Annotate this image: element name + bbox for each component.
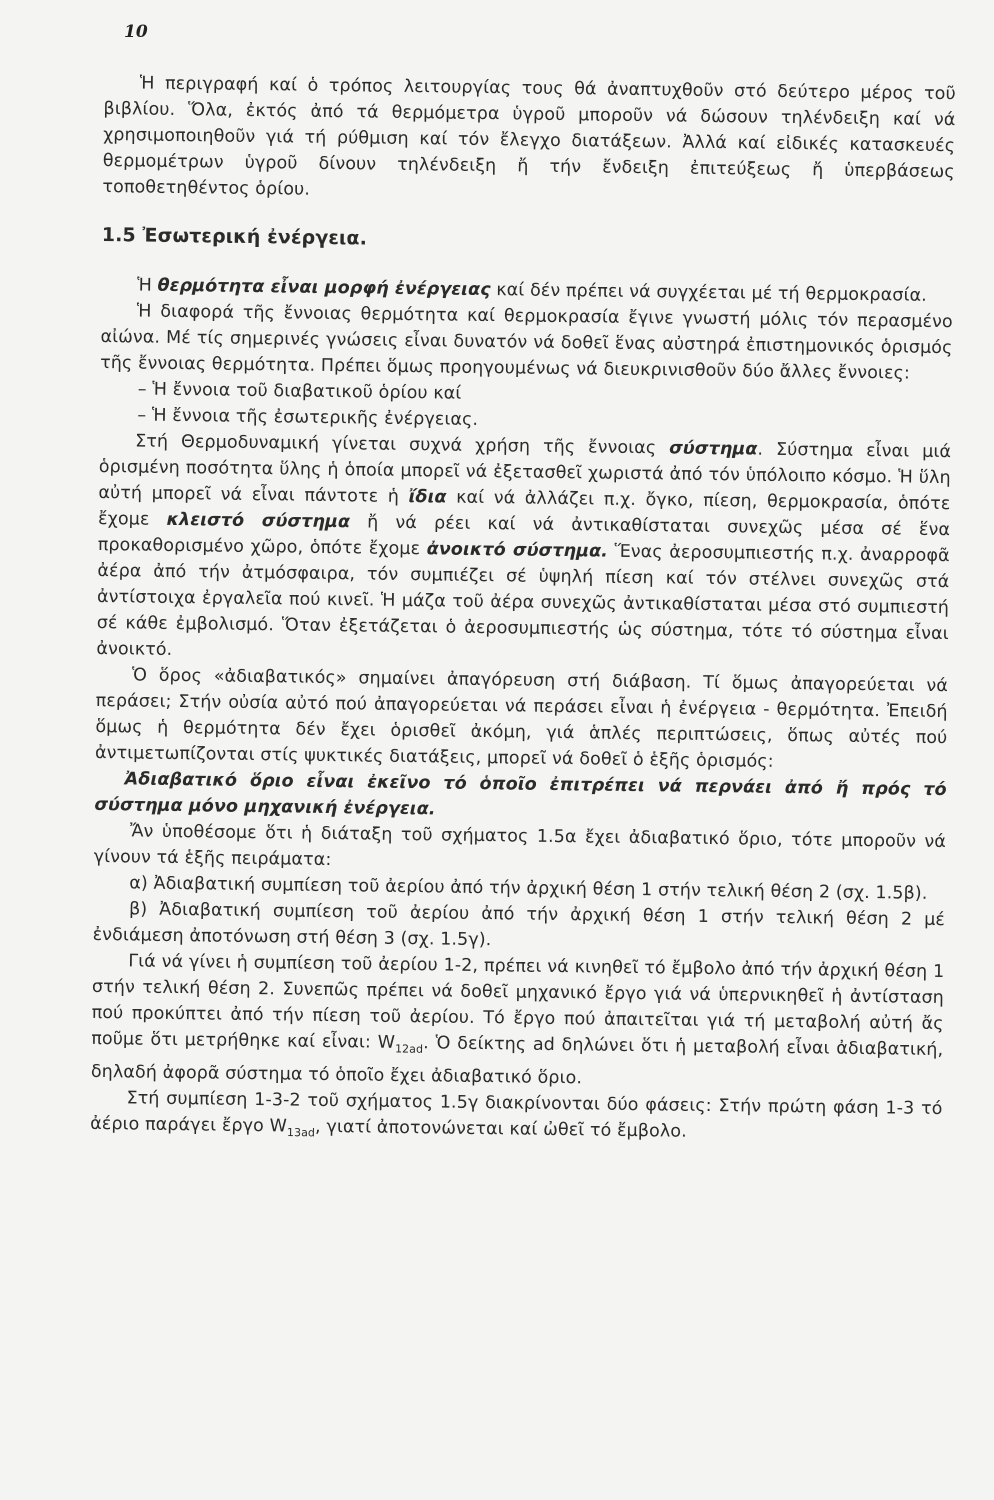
emphasis-open-system: ἀνοικτό σύστημα.	[426, 539, 609, 562]
adiabatic-definition: Ἀδιαβατικό ὅριο εἶναι ἐκεῖνο τό ὁποῖο ἐπιτρέπει νά περνάει ἀπό ἤ πρός τό σύστημα μόνο μηχανική ἐνέργεια.	[94, 769, 947, 820]
section-heading: 1.5 Ἐσωτερική ἐνέργεια.	[101, 223, 368, 250]
paragraph-system: Στή Θερμοδυναμική γίνεται συχνά χρήση τῆς ἔννοιας σύστημα. Σύστημα εἶναι μιά ὁρισμένη ποσότητα ὕλης ἡ ὁποία μπορεῖ νά ἐξετασθεῖ χωριστά ἀπό τόν ὑπόλοιπο κόσμο. Ἡ ὕλη αὐτή μπορεῖ νά εἶναι πάντοτε ἡ ἴδια καί νά ἀλλάζει π.χ. ὄγκο, πίεση, θερμοκρασία, ὁπότε ἔχομε κλειστό σύστημα ἤ νά ρέει καί νά ἀντικαθίσταται συνεχῶς μέσα σέ ἕνα προκαθορισμένο χῶρο, ὁπότε ἔχομε ἀνοικτό σύστημα. Ἕνας ἀεροσυμπιεστής π.χ. ἀναρροφᾶ ἀέρα ἀπό τήν ἀτμόσφαιρα, τόν συμπιέζει σέ ὑψηλή πίεση καί τόν στέλνει συνεχῶς στά ἀντίστοιχα ἐργαλεῖα πού κινεῖ. Ἡ μάζα τοῦ ἀέρα συνεχῶς ἀντικαθίσταται μέσα στό συμπιεστή σέ κάθε ἐμβολισμό. Ὅταν ἐξετάζεται ὁ ἀεροσυμπιεστής ὡς σύστημα, τότε τό σύστημα εἶναι ἀνοικτό.	[96, 431, 952, 660]
paragraph-intro: Ἡ περιγραφή καί ὁ τρόπος λειτουργίας τους θά ἀναπτυχθοῦν στό δεύτερο μέρος τοῦ βιβλίου. Ὅλα, ἐκτός ἀπό τά θερμόμετρα ὑγροῦ μποροῦν νά δώσουν τηλένδειξη καί νά χρησιμοποιηθοῦν γιά τή ρύθμιση καί τόν ἔλεγχο διατάξεων. Ἀλλά καί εἰδικές κατασκευές θερμομέτρων ὑγροῦ δίνουν τηλένδειξη ἤ τήν ἔνδειξη ἐπιτεύξεως ἤ ὑπερβάσεως τοποθετηθέντος ὁρίου.	[102, 73, 956, 200]
emphasis-closed-system: κλειστό σύστημα	[166, 509, 351, 533]
list-item-adiabatic-boundary: – Ἡ ἔννοια τοῦ διαβατικοῦ ὁρίου καί	[137, 379, 462, 404]
paragraph-heat-definition: Ἡ θερμότητα εἶναι μορφή ἐνέργειας καί δέν πρέπει νά συγχέεται μέ τή θερμοκρασία.	[137, 275, 927, 306]
experiment-item-a: α) Ἀδιαβατική συμπίεση τοῦ ἀερίου ἀπό τήν ἀρχική θέση 1 στήν τελική θέση 2 (σχ. 1.5β).	[129, 873, 928, 904]
subscript-13ad: 13ad	[286, 1125, 316, 1139]
paragraph-heat-temperature: Ἡ διαφορά τῆς ἔννοιας θερμότητα καί θερμοκρασία ἔγινε γνωστή μόλις τόν περασμένο αἰώνα. Μέ τίς σημερινές γνώσεις εἶναι δυνατόν νά δοθεῖ ἕνας αὐστηρά ἐπιστημονικός ὁρισμός τῆς ἔννοιας θερμότητα. Πρέπει ὅμως προηγουμένως νά διευκρινισθοῦν δύο ἄλλες ἔννοιες:	[100, 301, 953, 384]
page-number: 10	[124, 22, 148, 42]
paragraph-two-phases: Στή συμπίεση 1-3-2 τοῦ σχήματος 1.5γ διακρίνονται δύο φάσεις: Στήν πρώτη φάση 1-3 τό ἀέριο παράγει ἔργο $W_{13ad}$, γιατί ἀποτονώνεται καί ὠθεῖ τό ἔμβολο.	[90, 1087, 943, 1142]
emphasis-same: ἴδια	[408, 487, 447, 508]
paragraph-adiabatic-term: Ὁ ὅρος «ἀδιαβατικός» σημαίνει ἀπαγόρευση στή διάβαση. Τί ὅμως ἀπαγορεύεται νά περάσει; Στήν οὐσία αὐτό πού ἀπαγορεύεται νά περάσει εἶναι ἡ ἐνέργεια - θερμότητα. Ἐπειδή ὅμως ἡ θερμότητα δέν ἔχει ὁρισθεῖ ἀκόμη, γιά ἁπλές περιπτώσεις, ὅπως αὐτές πού ἀντιμετωπίζονται στίς ψυκτικές διατάξεις, μπορεῖ νά δοθεῖ ὁ ἑξῆς ὁρισμός:	[94, 665, 949, 772]
emphasis-heat-energy: θερμότητα εἶναι μορφή ἐνέργειας	[157, 275, 491, 301]
page-body	[90, 70, 956, 1154]
emphasis-system: σύστημα	[669, 438, 758, 460]
subscript-12ad: 12ad	[394, 1042, 424, 1056]
list-item-internal-energy: – Ἡ ἔννοια τῆς ἐσωτερικῆς ἐνέργειας.	[137, 405, 479, 430]
paragraph-compression-work: Γιά νά γίνει ἡ συμπίεση τοῦ ἀερίου 1-2, πρέπει νά κινηθεῖ τό ἔμβολο ἀπό τήν ἀρχική θέση 1 στήν τελική θέση 2. Συνεπῶς πρέπει νά δοθεῖ μηχανικό ἔργο γιά νά ὑπερνικηθεῖ ἡ ἀντίσταση πού προκύπτει ἀπό τήν πίεση τοῦ ἀερίου. Τό ἔργο πού ἀπαιτεῖται γιά τή μεταβολή αὐτή ἄς ποῦμε ὅτι μετρήθηκε καί εἶναι: $W_{12ad}$. Ὁ δείκτης ad δηλώνει ὅτι ἡ μεταβολή εἶναι ἀδιαβατική, δηλαδή ἀφορᾶ σύστημα τό ὁποῖο ἔχει ἀδιαβατικό ὅριο.	[90, 951, 945, 1088]
experiment-item-b: β) Ἀδιαβατική συμπίεση τοῦ ἀερίου ἀπό τήν ἀρχική θέση 1 στήν τελική θέση 2 μέ ἐνδιάμεση ἀποτόνωση στή θέση 3 (σχ. 1.5γ).	[92, 899, 946, 951]
paragraph-experiments: Ἄν ὑποθέσομε ὅτι ἡ διάταξη τοῦ σχήματος 1.5α ἔχει ἀδιαβατικό ὅριο, τότε μποροῦν νά γίνουν τά ἑξῆς πειράματα:	[93, 821, 947, 871]
